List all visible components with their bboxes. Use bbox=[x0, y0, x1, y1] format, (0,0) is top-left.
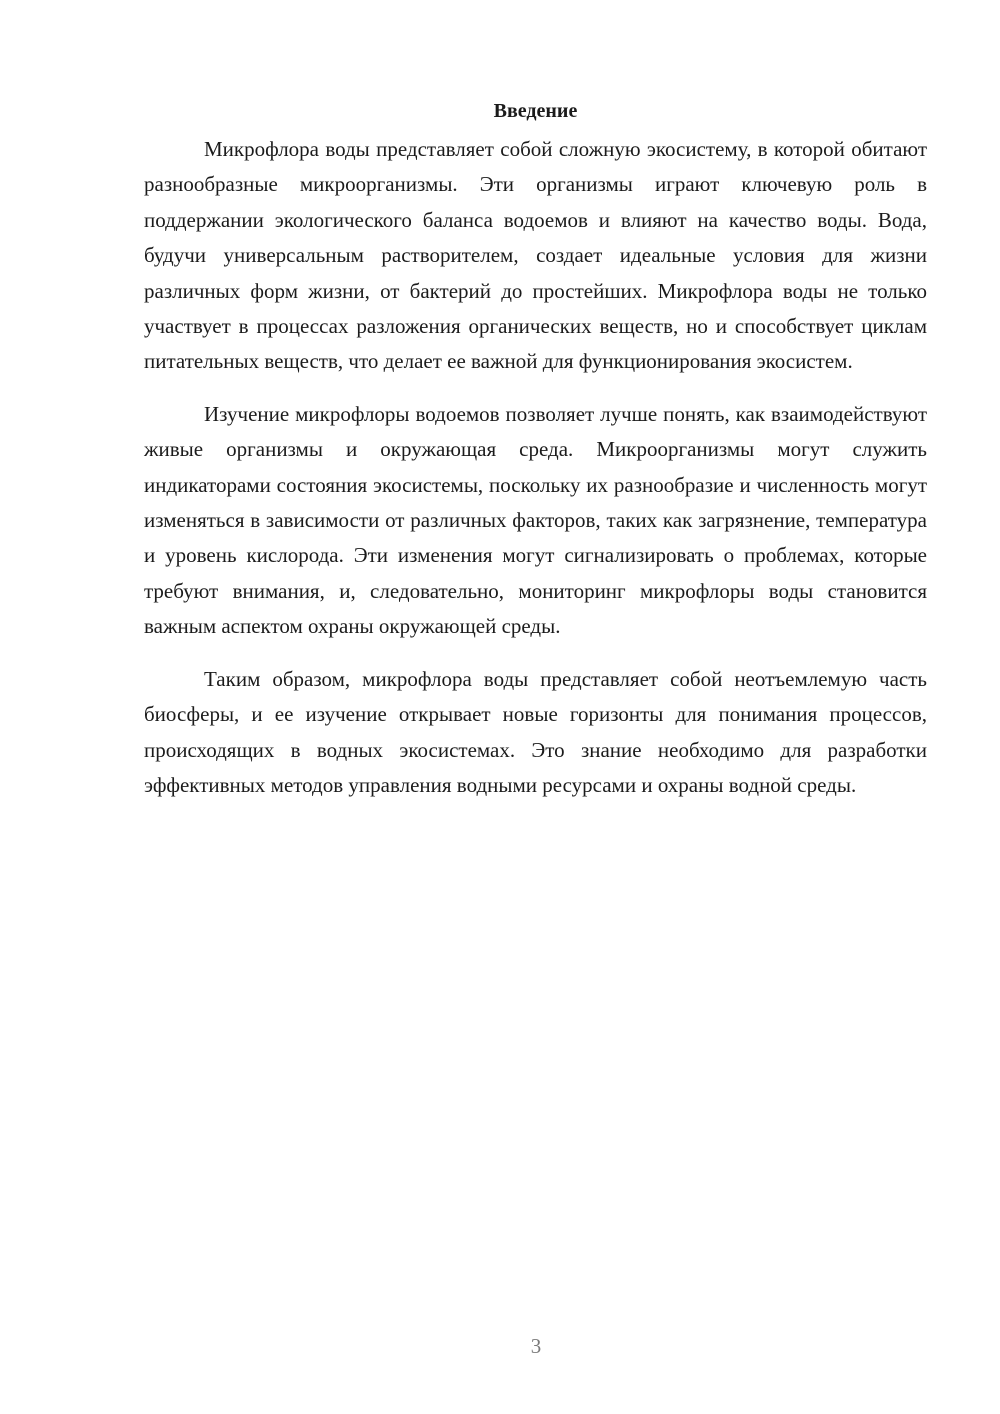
paragraph-2: Изучение микрофлоры водоемов позволяет лучше понять, как взаимодействуют живые организмы и окружающая среда. Микроорганизмы могут служить индикаторами состояния экосистемы, поскольку их разнообразие и численность могут изменяться в зависимости от различных факторов, таких как загрязнение, температура и уровень кислорода. Эти изменения могут сигнализировать о проблемах, которые требуют внимания, и, следовательно, мониторинг микрофлоры воды становится важным аспектом охраны окружающей среды. bbox=[144, 401, 927, 639]
paragraph-3: Таким образом, микрофлора воды представляет собой неотъемлемую часть биосферы, и ее изучение открывает новые горизонты для понимания процессов, происходящих в водных экосистемах. Это знание необходимо для разработки эффективных методов управления водными ресурсами и охраны водной среды. bbox=[144, 666, 927, 797]
document-body bbox=[144, 96, 927, 820]
page-number: 3 bbox=[530, 1334, 542, 1358]
paragraph-1: Микрофлора воды представляет собой сложную экосистему, в которой обитают разнообразные микроорганизмы. Эти организмы играют ключевую роль в поддержании экологического баланса водоемов и влияют на качество воды. Вода, будучи универсальным растворителем, создает идеальные условия для жизни различных форм жизни, от бактерий до простейших. Микрофлора воды не только участвует в процессах разложения органических веществ, но и способствует циклам питательных веществ, что делает ее важной для функционирования экосистем. bbox=[144, 137, 927, 374]
section-heading bbox=[144, 96, 927, 126]
section-heading-text: Введение bbox=[493, 100, 578, 122]
